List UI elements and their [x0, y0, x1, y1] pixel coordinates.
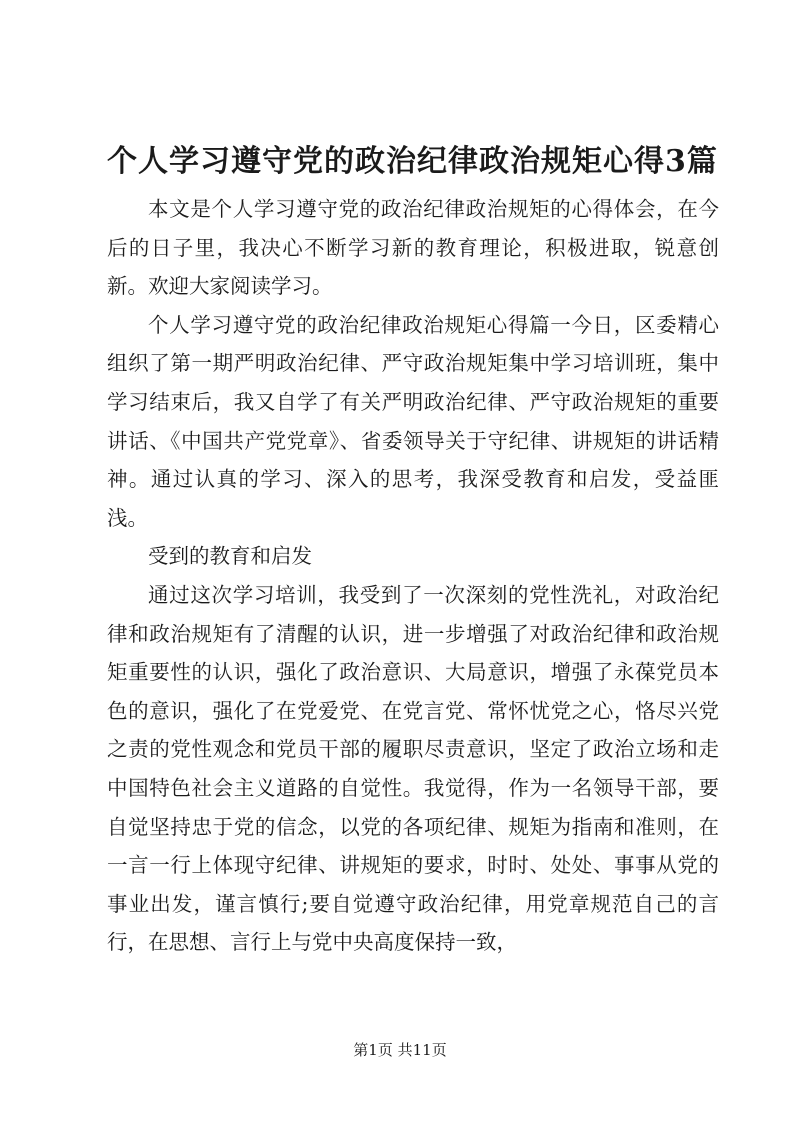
document-body [107, 190, 719, 962]
paragraph-intro: 本文是个人学习遵守党的政治纪律政治规矩的心得体会，在今后的日子里，我决心不断学习新的教育理论，积极进取，锐意创新。欢迎大家阅读学习。 [107, 197, 719, 299]
page-number-indicator: 第1页 共11页 [353, 1041, 447, 1059]
document-title: 个人学习遵守党的政治纪律政治规矩心得3篇 [107, 144, 718, 179]
page-footer [0, 1040, 800, 1060]
section-heading: 受到的教育和启发 [148, 544, 312, 569]
paragraph-education: 通过这次学习培训，我受到了一次深刻的党性洗礼，对政治纪律和政治规矩有了清醒的认识，进一步增强了对政治纪律和政治规矩重要性的认识，强化了政治意识、大局意识，增强了永葆党员本色的意识，强化了在党爱党、在党言党、常怀忧党之心，恪尽兴党之责的党性观念和党员干部的履职尽责意识，坚定了政治立场和走中国特色社会主义道路的自觉性。我觉得，作为一名领导干部，要自觉坚持忠于党的信念，以党的各项纪律、规矩为指南和准则，在一言一行上体现守纪律、讲规矩的要求，时时、处处、事事从党的事业出发，谨言慎行;要自觉遵守政治纪律，用党章规范自己的言行，在思想、言行上与党中央高度保持一致， [107, 582, 719, 955]
paragraph-part-one: 个人学习遵守党的政治纪律政治规矩心得篇一今日，区委精心组织了第一期严明政治纪律、严守政治规矩集中学习培训班，集中学习结束后，我又自学了有关严明政治纪律、严守政治规矩的重要讲话、《中国共产党党章》、省委领导关于守纪律、讲规矩的讲话精神。通过认真的学习、深入的思考，我深受教育和启发，受益匪浅。 [107, 312, 719, 530]
